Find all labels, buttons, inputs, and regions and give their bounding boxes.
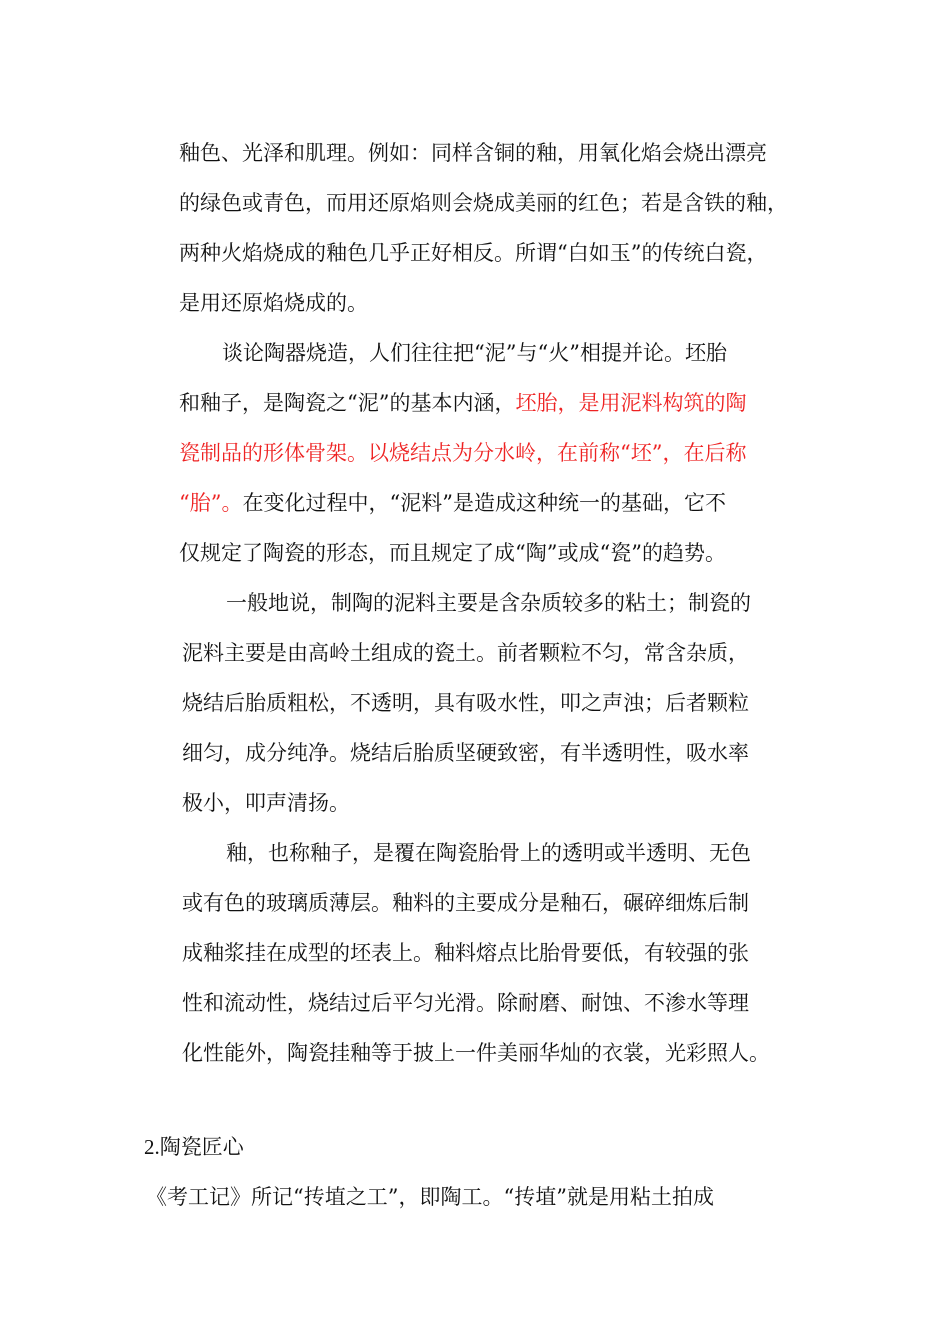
paragraph-4-line-3: 成釉浆挂在成型的坯表上。釉料熔点比胎骨要低，有较强的张 — [182, 941, 749, 965]
paragraph-1-line-1: 釉色、光泽和肌理。例如：同样含铜的釉，用氧化焰会烧出漂亮 — [179, 141, 767, 165]
paragraph-3-line-4: 细匀，成分纯净。烧结后胎质坚硬致密，有半透明性，吸水率 — [182, 741, 749, 765]
paragraph-4-line-2: 或有色的玻璃质薄层。釉料的主要成分是釉石，碾碎细炼后制 — [182, 891, 749, 915]
paragraph-3-line-5: 极小，叩声清扬。 — [182, 791, 350, 815]
paragraph-4-line-1: 釉，也称釉子，是覆在陶瓷胎骨上的透明或半透明、无色 — [226, 841, 751, 865]
paragraph-3-line-1: 一般地说，制陶的泥料主要是含杂质较多的粘土；制瓷的 — [226, 591, 751, 615]
paragraph-2-line-1: 谈论陶器烧造，人们往往把“泥”与“火”相提并论。坯胎 — [222, 341, 727, 365]
paragraph-2-line-4 — [179, 488, 726, 518]
section-heading: 2.陶瓷匠心 — [144, 1135, 244, 1159]
paragraph-1-line-4: 是用还原焰烧成的。 — [179, 291, 368, 315]
paragraph-4-line-4: 性和流动性，烧结过后平匀光滑。除耐磨、耐蚀、不渗水等理 — [182, 991, 749, 1015]
paragraph-2-line-3-highlight: 瓷制品的形体骨架。以烧结点为分水岭，在前称“坯”，在后称 — [179, 441, 747, 465]
section-line-1: 《考工记》所记“抟埴之工”，即陶工。“抟埴”就是用粘土拍成 — [146, 1185, 714, 1209]
paragraph-3-line-3: 烧结后胎质粗松，不透明，具有吸水性，叩之声浊；后者颗粒 — [182, 691, 749, 715]
paragraph-3-line-2: 泥料主要是由高岭土组成的瓷土。前者颗粒不匀，常含杂质， — [182, 641, 749, 665]
paragraph-2-line-5: 仅规定了陶瓷的形态，而且规定了成“陶”或成“瓷”的趋势。 — [179, 541, 726, 565]
paragraph-2-line-2-text: 和釉子，是陶瓷之“泥”的基本内涵， — [179, 391, 516, 415]
paragraph-1-line-3: 两种火焰烧成的釉色几乎正好相反。所谓“白如玉”的传统白瓷， — [179, 241, 768, 265]
paragraph-2-line-4-text: 在变化过程中，“泥料”是造成这种统一的基础，它不 — [242, 491, 726, 515]
paragraph-2-line-2 — [179, 388, 746, 418]
paragraph-2-line-2-highlight: 坯胎，是用泥料构筑的陶 — [515, 391, 747, 415]
paragraph-2-line-4-highlight: “胎”。 — [179, 491, 243, 515]
paragraph-4-line-5: 化性能外，陶瓷挂釉等于披上一件美丽华灿的衣裳，光彩照人。 — [182, 1041, 770, 1065]
paragraph-1-line-2: 的绿色或青色，而用还原焰则会烧成美丽的红色；若是含铁的釉， — [179, 191, 788, 215]
